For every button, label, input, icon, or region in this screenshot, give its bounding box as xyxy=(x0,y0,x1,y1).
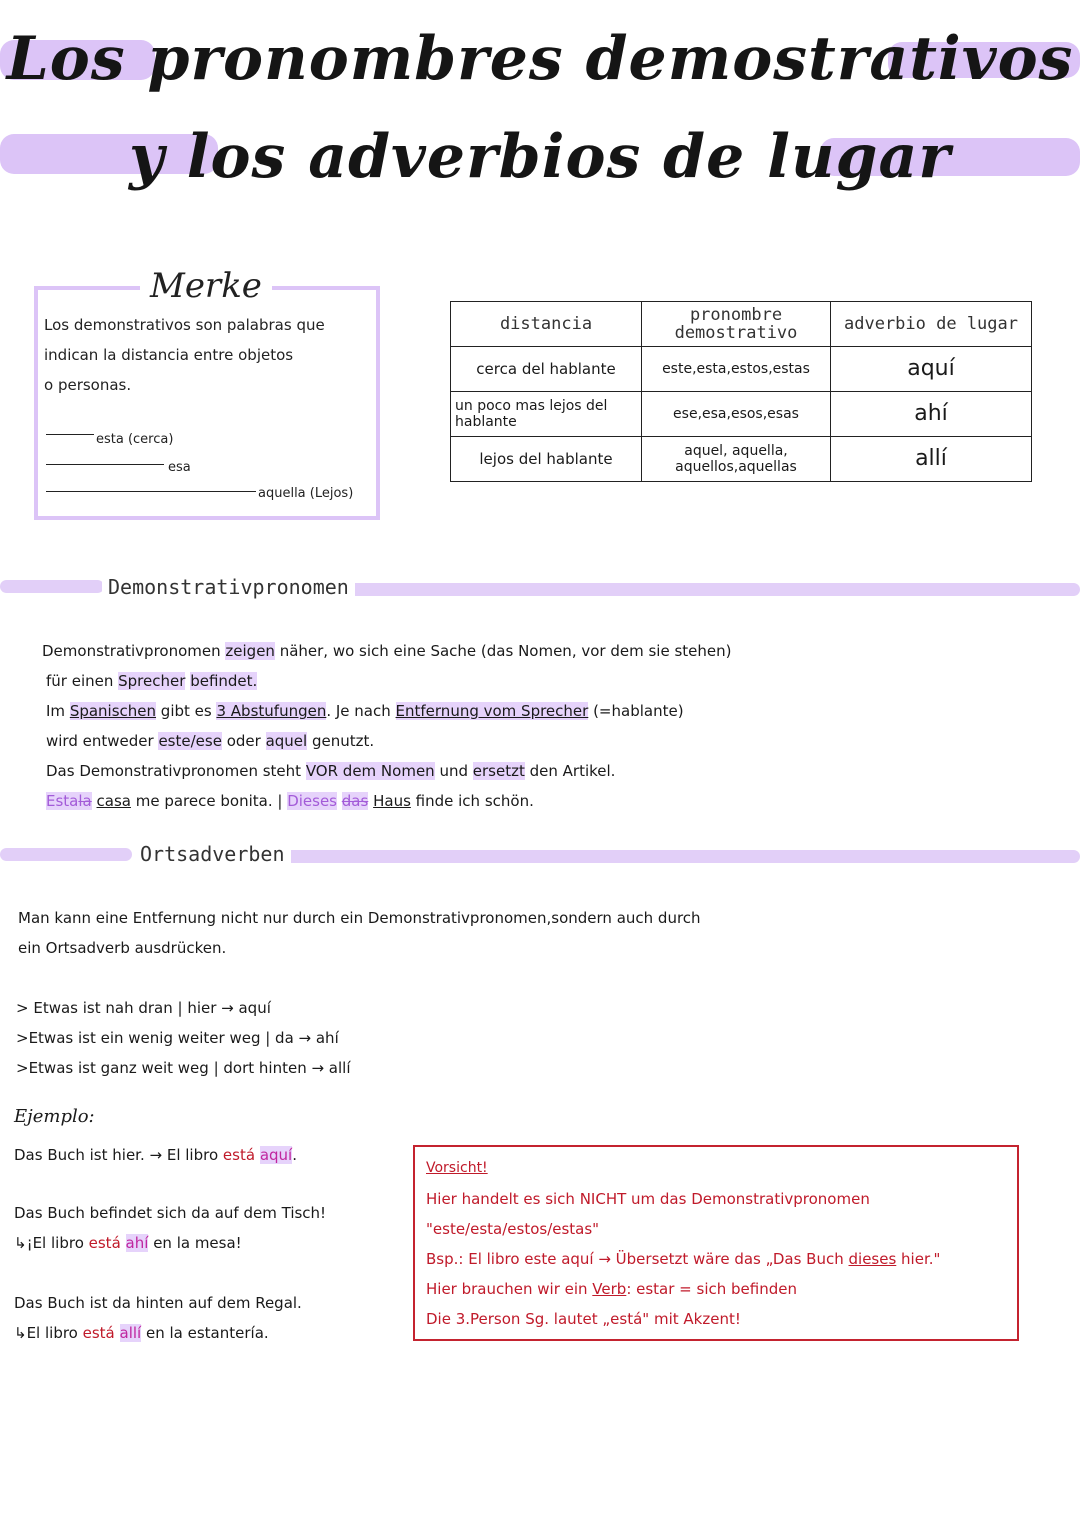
text: für einen xyxy=(46,672,119,690)
text: genutzt. xyxy=(307,732,375,750)
verb-esta: está xyxy=(88,1234,121,1252)
highlight-aquel: aquel xyxy=(265,732,308,750)
table-header-row xyxy=(451,302,1032,347)
scale-arrow-3 xyxy=(46,491,256,492)
text: : estar = sich befinden xyxy=(626,1280,797,1298)
merke-heading: Merke xyxy=(140,266,272,306)
section1-line-1 xyxy=(42,636,731,666)
table-cell: ahí xyxy=(831,392,1032,437)
text: ↳¡El libro xyxy=(14,1234,89,1252)
highlight-ersetzt: ersetzt xyxy=(472,762,525,780)
scale-label-aquella: aquella (Lejos) xyxy=(258,486,354,501)
example-dieses: Dieses xyxy=(287,792,337,810)
text: Das Buch ist hier. → El libro xyxy=(14,1146,223,1164)
text: en la mesa! xyxy=(148,1234,242,1252)
text: und xyxy=(434,762,473,780)
vorsicht-line-4 xyxy=(426,1280,797,1298)
table-cell: aquí xyxy=(831,347,1032,392)
text: Hier brauchen wir ein xyxy=(426,1280,593,1298)
text: . Je nach xyxy=(326,702,396,720)
ejemplo-heading: Ejemplo: xyxy=(14,1106,95,1127)
vorsicht-line-3 xyxy=(426,1250,940,1268)
vorsicht-line-5: Die 3.Person Sg. lautet „está" mit Akzent! xyxy=(426,1310,741,1328)
scale-label-esa: esa xyxy=(168,460,191,475)
example-3-de: Das Buch ist da hinten auf dem Regal. xyxy=(14,1294,302,1312)
text: hier." xyxy=(896,1250,941,1268)
scale-arrow-1 xyxy=(46,434,94,435)
example-2-de: Das Buch befindet sich da auf dem Tisch! xyxy=(14,1204,327,1222)
example-2-es xyxy=(14,1228,242,1258)
header-adverbio: adverbio de lugar xyxy=(831,302,1032,347)
highlight-abstufungen: 3 Abstufungen xyxy=(216,702,327,720)
example-la-struck: la xyxy=(78,792,92,810)
text: den Artikel. xyxy=(524,762,616,780)
example-esta: Esta xyxy=(46,792,79,810)
section-heading-ortsadverben: Ortsadverben xyxy=(134,842,291,866)
table-cell: este,esta,estos,estas xyxy=(642,347,831,392)
table-row xyxy=(451,437,1032,482)
section1-example xyxy=(46,786,534,816)
section-bar-demonstrativ-right xyxy=(300,583,1080,596)
example-casa: casa xyxy=(96,792,131,810)
table-row xyxy=(451,347,1032,392)
text: Das Demonstrativpronomen steht xyxy=(46,762,306,780)
merke-text-line-2: indican la distancia entre objetos xyxy=(44,346,294,364)
section-heading-demonstrativpronomen: Demonstrativpronomen xyxy=(102,575,355,599)
section-bar-orts-right xyxy=(256,850,1080,863)
highlight-zeigen: zeigen xyxy=(225,642,275,660)
page-title-line-2: y los adverbios de lugar xyxy=(128,122,952,192)
header-pronombre: pronombre demostrativo xyxy=(642,302,831,347)
text: Demonstrativpronomen xyxy=(42,642,226,660)
text-verb: Verb xyxy=(592,1280,627,1298)
table-row xyxy=(451,392,1032,437)
table-cell: lejos del hablante xyxy=(451,437,642,482)
page-title-line-1: Los pronombres demostrativos xyxy=(6,24,1074,94)
example-3-es xyxy=(14,1318,269,1348)
scale-label-esta: esta (cerca) xyxy=(96,432,174,447)
vorsicht-line-1: Hier handelt es sich NICHT um das Demonstrativpronomen xyxy=(426,1190,870,1208)
text: gibt es xyxy=(156,702,217,720)
text: (=hablante) xyxy=(588,702,684,720)
example-das-struck: das xyxy=(341,792,369,810)
section-bar-demonstrativ-left xyxy=(0,580,104,593)
text: näher, wo sich eine Sache (das Nomen, vor dem sie stehen) xyxy=(274,642,732,660)
verb-esta: está xyxy=(222,1146,256,1164)
example-1 xyxy=(14,1140,297,1170)
vorsicht-line-2: "este/esta/estos/estas" xyxy=(426,1220,600,1238)
highlight-vor-dem-nomen: VOR dem Nomen xyxy=(305,762,435,780)
text: Im xyxy=(46,702,70,720)
text: Bsp.: El libro este aquí → Übersetzt wäre das „Das Buch xyxy=(426,1250,849,1268)
highlight-entfernung: Entfernung vom Sprecher xyxy=(395,702,589,720)
header-distancia: distancia xyxy=(451,302,642,347)
demonstrative-table xyxy=(450,301,1032,482)
table-cell: cerca del hablante xyxy=(451,347,642,392)
verb-esta: está xyxy=(82,1324,115,1342)
text: . xyxy=(292,1146,297,1164)
section-bar-orts-left xyxy=(0,848,132,861)
vorsicht-heading: Vorsicht! xyxy=(426,1160,488,1176)
text: ↳El libro xyxy=(14,1324,83,1342)
example-haus: Haus xyxy=(373,792,411,810)
text: finde ich schön. xyxy=(410,792,534,810)
text-dieses: dieses xyxy=(848,1250,897,1268)
text: en la estantería. xyxy=(141,1324,269,1342)
highlight-este-ese: este/ese xyxy=(158,732,222,750)
text: wird entweder xyxy=(46,732,159,750)
table-cell: allí xyxy=(831,437,1032,482)
adverb-ahi: ahí xyxy=(125,1234,149,1252)
section1-line-2 xyxy=(46,666,257,696)
adverb-alli: allí xyxy=(119,1324,142,1342)
section2-intro-1: Man kann eine Entfernung nicht nur durch ein Demonstrativpronomen,sondern auch durch xyxy=(18,909,701,927)
table-cell: aquel, aquella, aquellos,aquellas xyxy=(642,437,831,482)
section2-intro-2: ein Ortsadverb ausdrücken. xyxy=(18,939,227,957)
merke-text-line-1: Los demonstrativos son palabras que xyxy=(44,316,325,334)
table-cell: un poco mas lejos del hablante xyxy=(451,392,642,437)
highlight-sprecher: Sprecher xyxy=(118,672,186,690)
adverb-aqui: aquí xyxy=(259,1146,293,1164)
text: oder xyxy=(221,732,266,750)
highlight-befindet: befindet. xyxy=(190,672,258,690)
section1-line-3 xyxy=(46,696,684,726)
text: me parece bonita. | xyxy=(130,792,288,810)
bullet-aqui: > Etwas ist nah dran | hier → aquí xyxy=(16,999,271,1017)
table-cell: ese,esa,esos,esas xyxy=(642,392,831,437)
merke-text-line-3: o personas. xyxy=(44,376,132,394)
bullet-ahi: >Etwas ist ein wenig weiter weg | da → ahí xyxy=(16,1029,339,1047)
section1-line-5 xyxy=(46,756,615,786)
scale-arrow-2 xyxy=(46,464,164,465)
bullet-alli: >Etwas ist ganz weit weg | dort hinten → allí xyxy=(16,1059,351,1077)
highlight-spanischen: Spanischen xyxy=(69,702,157,720)
section1-line-4 xyxy=(46,726,374,756)
